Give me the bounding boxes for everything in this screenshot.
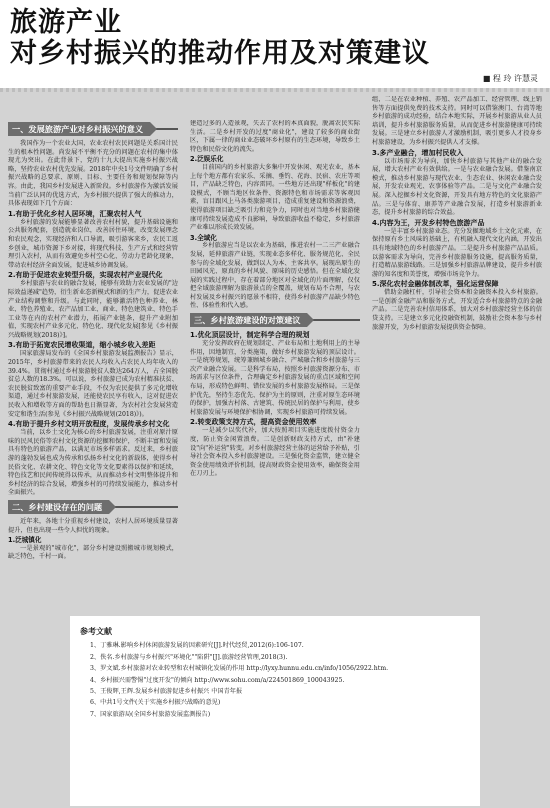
- article-title-line1: 旅游产业: [10, 7, 122, 38]
- paragraph: 以市场需求为导向，加快乡村旅游与其他产业的融合发展，增大农村产业有效供给。一是与农业融合发展。借鉴南京模式，推动乡村旅游与现代农业、生态农业、休闲农业融合发展，开发农业观光、农事体验等产品。二是与文化产业融合发展。深入挖掘乡村文化资源，开发具有地方特色的文化旅游产品。三是与体育、康养等产业融合发展，打造乡村旅游新业态，提升乡村旅游的综合效益。: [372, 157, 542, 217]
- subheading: 2.转变政策支持方式，提高资金使用效率: [190, 418, 317, 427]
- paragraph: 一是减少以奖代补，加大按照项目实施进度拨付资金力度，防止资金闲置浪费。二是创新财政支持方式，由"补建设"向"补运营"转变。对乡村旅游经营主体的运营给予补贴，引导社会资本投入乡村旅游建设。三是强化资金监管，建立健全资金使用绩效评价机制，提高财政资金使用效率，确保资金用在刀刃上。: [190, 427, 360, 478]
- subheading: 1.优化顶层设计，制定科学合理的规划: [190, 331, 310, 340]
- references-title: 参考文献: [80, 627, 112, 636]
- references-box: [70, 616, 480, 806]
- section-heading-3: 三、乡村旅游建设的对策建议: [190, 313, 360, 327]
- reference-item: 4、乡村振兴需警惕"过度开发"的倾向 http://www.sohu.com/a/224501869_100043925.: [90, 676, 345, 684]
- reference-item: 7、国家旅游局(全国乡村旅游发展监测报告): [90, 710, 211, 718]
- paragraph: 目前国内的乡村旅游大多集中开发休闲、观光农业，基本上每个地方都有农家乐、采摘、垂钓、花海、民宿、农庄等项目，产品缺乏特色，内容雷同。一些地方还出现"样板化"的建设模式，不顾当地区位条件、资源特色和市场需求等客观因素，盲目跟风上马各类旅游项目，造成重复建设和资源浪费，使得旅游项目缺乏吸引力和竞争力，同时也对当地乡村旅游健康可持续发展造成不良影响，导致旅游收益不稳定，乡村旅游产业难以形成长效发展。: [190, 163, 360, 232]
- paragraph: 乡村旅游的发展能够显著改善农村村貌，提升基础设施和公共服务配套，创造就业岗位，改善居住环境，改变发展理念和农民观念，实现经济和人口导流，吸引游客来乡，农民工返乡创业，城市资源下乡对接，将现代科技、生产方式和经营管理引入农村，从而有效避免乡村空心化、劳动力老龄化现象，带动农村经济全面发展，促进城乡协调发展。: [8, 218, 178, 269]
- subheading: 2.有助于促进农业转型升级，实现农村产业现代化: [8, 271, 163, 280]
- paragraph: 国家旅游局发布的《全国乡村旅游发展监测报告》显示，2015年，乡村旅游带来的农民人均收入占农民人均年收入的39.4%。贯彻村通过乡村旅游脱贫人数达264万人，占全国脱贫总人数的18.3%。可以说，乡村旅游已成为农村精准扶贫、农民脱贫致富的重要产业手段，不仅为农民提供了多元化增收渠道，通过乡村旅游发展，还能使农民享有收入，这对促进农民收入和增收等方面的帮助也日渐显著，为农村社会发展营造安定和谐生活(参见《乡村振兴战略规划(2018)》)。: [8, 350, 178, 418]
- section-heading-2: 二、乡村建设存在的问题: [8, 500, 178, 514]
- paragraph: 乡村旅游与农业的融合发展，能够有效助力农业发展的"边际效益递减"趋势，衍生新业态新模式和新的生产力，促进农业产业结构调整和升级。与此同时，能够激活特色种养业、林业、特色养殖业、农产品加工业、商业、特色建筑业、特色手工业等在内的农村产业潜力，拓展产业链条，提升产业附加值，实现农村产业多元化、特色化、现代化发展[参见《乡村振兴战略规划(2018)》]。: [8, 280, 178, 339]
- reference-item: 6、中共1号文件(关于实施乡村振兴战略的意见): [90, 699, 221, 707]
- paragraph: 乡村旅游应当是以农业为基础，推进农村一二三产业融合发展，延伸旅游产业链，实现业态多样化、服务规范化、全民参与的全域化发展，做到以人为本、主客共享。展现出原生的田园风光、原真的乡村风貌、原味的历史感悟。但在全域化发展的实践过程中，存在着部分地区对全域化的片面理解，仅仅把全域旅游理解为旅游景点的全覆盖，规划布局不合理，与农村发展及乡村振兴的愿景不相符，使得乡村旅游产品缺少特色性、体验性和代入感。: [190, 242, 360, 310]
- column-3: [372, 96, 542, 616]
- subheading: 4.有助于提升乡村文明开放程度，发展传承乡村文化: [8, 420, 170, 429]
- reference-item: 2、佚名.乡村旅游与乡村振兴"环境化""陷阱"[J].旅游经营管理,2018(3).: [90, 653, 288, 661]
- paragraph: 近年来，各地十分重视乡村建设，农村人居环境质量显著提升，但也出现一些令人担忧的现象。: [8, 517, 178, 534]
- article-header: [0, 0, 550, 88]
- paragraph: 我国作为一个农业大国，农业农村农民问题是关系国计民生的根本性问题。尚发展不平衡不充分的问题在农村的集中体现尤为突出。在此背景下，党的十九大提出实施乡村振兴战略，坚持农业农村优先发展。2018年中央1号文件明确了乡村振兴战略的总要求、原则、目标、主要任务和规划保障等内容。由此，我国乡村发展进入新阶段。乡村旅游作为激活发展当前广泛认同的优选方式，为乡村振兴提供了强大的推动力，具体表现如下几个方面：: [8, 140, 178, 208]
- references-list: [70, 640, 480, 720]
- paragraph: 借助金融杠杆，引导社会资本和金融资本投入乡村旅游。一是创新金融产品和服务方式，开发适合乡村旅游特点的金融产品。二是完善农村信用体系，加大对乡村旅游经营主体的信贷支持。三是建立多元化投融资机制，鼓励社会资本参与乡村旅游开发，为乡村旅游发展提供资金保障。: [372, 289, 542, 331]
- paragraph: 充分发挥政府在规划制定、产业布局和土地利用上的主导作用，因地制宜，分类施策，做好乡村旅游发展的顶层设计。一是统筹规划，统筹兼顾城乡融合、产城融合和乡村旅游与三次产业融合发展。二是科学布局，按照乡村旅游资源分布、市场需求与区位条件，合理确定乡村旅游发展的重点区域和空间布局，形成特色鲜明、错位发展的乡村旅游发展格局。三是保护优先，坚持生态优先、保护为主的原则，注重对原生态环境的保护，加强古村落、古建筑、传统民居的保护与利用，使乡村旅游发展与环境保护相协调，实现乡村旅游可持续发展。: [190, 340, 360, 416]
- section-heading-1: 一、发展旅游产业对乡村振兴的意义: [8, 122, 178, 136]
- reference-item: 3、罗文斌.乡村旅游对农业转型和农村城镇化发展的作用 http://lyxy.hunnu.edu.cn/info/1056/2922.htm.: [90, 665, 389, 673]
- reference-item: 1、丁雅琳.影响乡村休闲旅游发展的因素研究[J].时代经贸,2012(6):106-107.: [90, 642, 304, 650]
- column-2: [190, 120, 360, 620]
- paragraph: 一是丰富乡村旅游业态。充分发掘地域乡土文化元素，在保持原有乡土风味的基础上，有机融入现代文化内涵，开发出具有地域特色的乡村旅游产品。二是提升乡村旅游产品品质。以游客需求为导向，完善乡村旅游服务设施，提高服务质量，打造精品旅游线路。三是加强乡村旅游品牌建设，提升乡村旅游的知名度和美誉度，增强市场竞争力。: [372, 227, 542, 278]
- subheading: 3.多产业融合，增加村民收入: [372, 148, 464, 157]
- subheading: 3.全域化: [190, 233, 217, 242]
- paragraph: 建造过多的人造景观，失去了农村的本真面貌，脱离农民实际生活。二是乡村开发的过度"商业化"，建设了较多的商业街区，下属一律的商业业态破坏乡村原有的生态环境，导致乡土特色和民俗文化的流失。: [190, 120, 360, 153]
- subheading: 5.深化农村金融体制改革，强化运营保障: [372, 280, 499, 289]
- subheading: 2.泛娱乐化: [190, 155, 224, 164]
- subheading: 4.内容为王，开发乡村特色旅游产品: [372, 218, 485, 227]
- reference-item: 5、王俊辉,王辉.发展乡村旅游促进乡村振兴 中国青年报: [90, 688, 243, 696]
- paragraph: 当前，以乡土文化为核心的乡村旅游发展，注重对原汁原味的民风民俗等农村文化资源的挖掘和保护，不断丰富和发展具有特色的旅游产品，以满足市场多样需求。反过来，乡村旅游的蓬勃发展也成为传承和弘扬乡村文化的新载体，使得乡村民俗文化、农耕文化、特色文化等文化要素得以保护和延续，特色技艺和民间传统得以传承，从而推动乡村文明整体提升和乡村经济的综合发展，增强乡村的可持续发展能力，推动乡村全面振兴。: [8, 429, 178, 497]
- paragraph: 一是景观的"城市化"，部分乡村建设照搬城市规划模式，缺乏特色，千村一面。: [8, 544, 178, 561]
- subheading: 1.泛城镇化: [8, 536, 42, 545]
- subheading: 3.有助于拓宽农民增收渠道，缩小城乡收入差距: [8, 341, 156, 350]
- paragraph: 组，二是在农业种植、养殖、农产品加工、经营管理、线上销售等方面提供免费的技术支持。同时可以借鉴澳门、台湾等地乡村旅游的成功经验，结合本地实际，开展乡村旅游从业人员培训，提升乡村旅游服务质量，从而促进乡村旅游健康可持续发展。三是建立乡村旅游人才激励机制，吸引更多人才投身乡村旅游建设，为乡村振兴提供人才支撑。: [372, 96, 542, 146]
- subheading: 1.有助于优化乡村人居环境，汇聚农村人气: [8, 209, 142, 218]
- article-title-line2: 对乡村振兴的推动作用及对策建议: [10, 38, 430, 69]
- author-byline: ■ 程 玲 许慧灵: [482, 74, 538, 83]
